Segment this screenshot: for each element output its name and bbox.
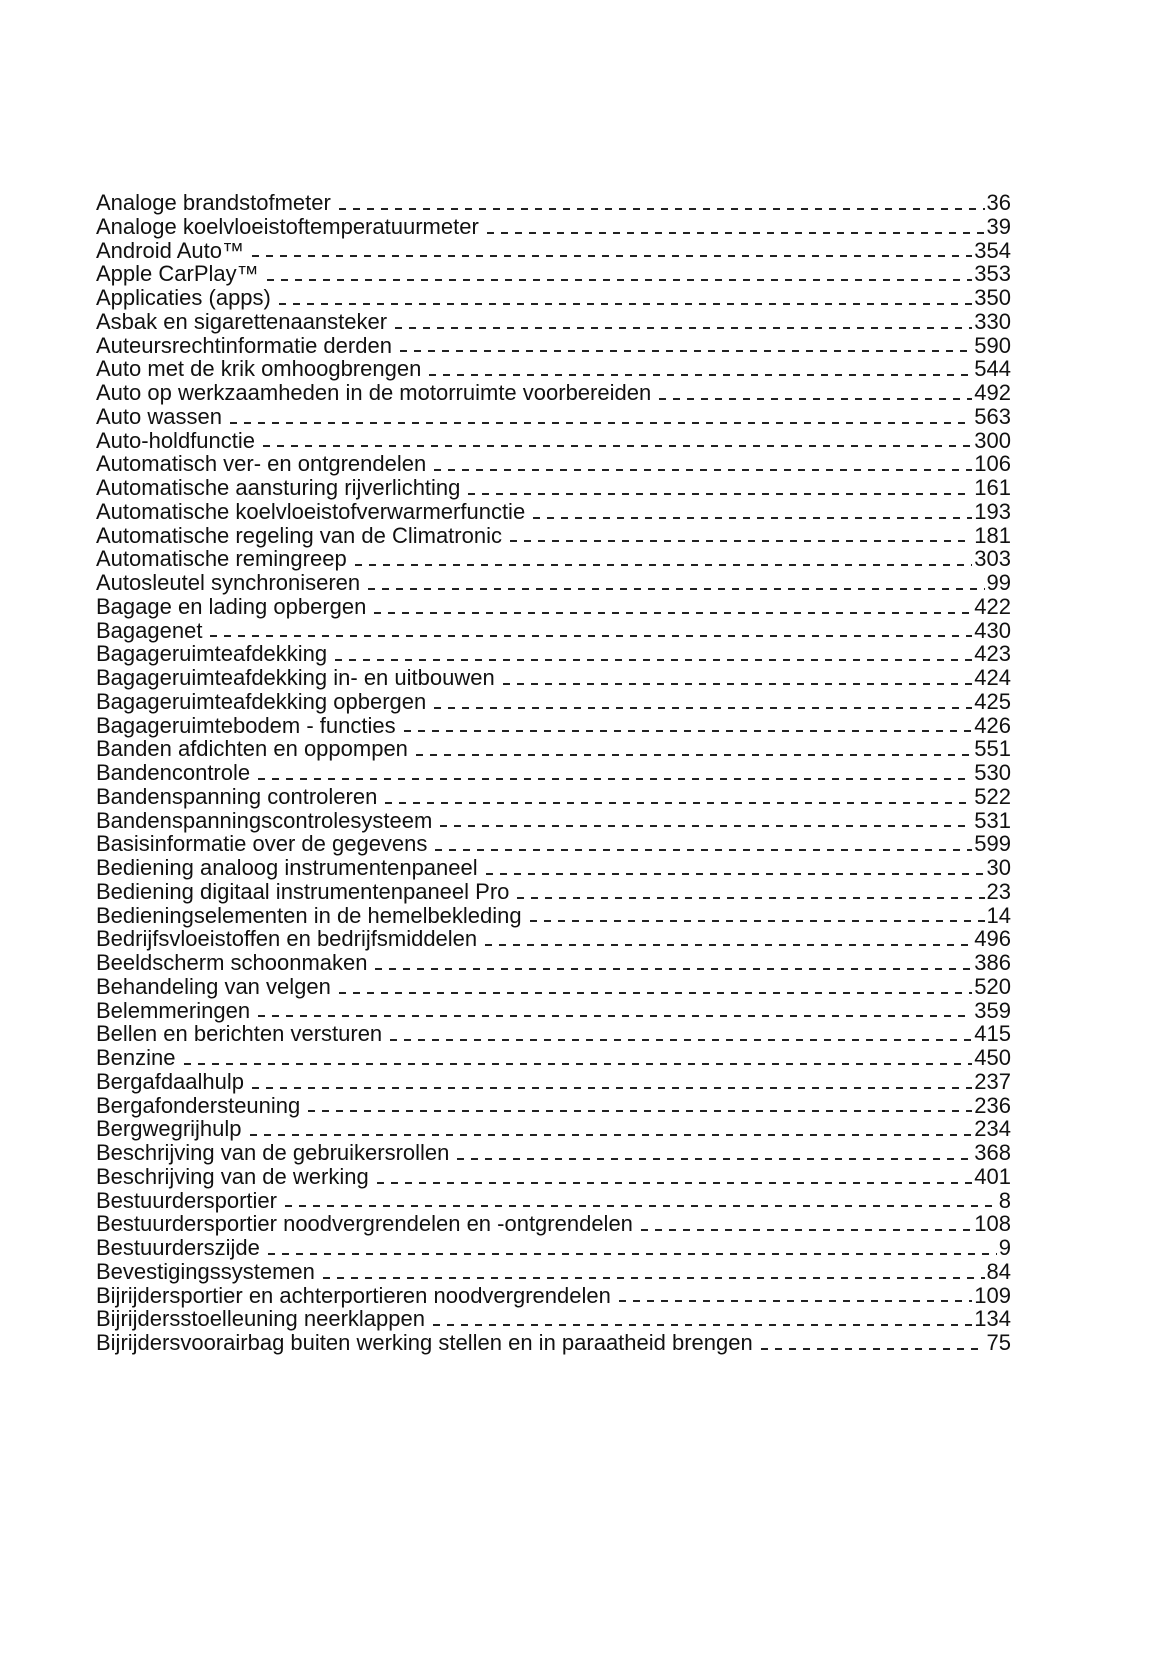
dot-leader bbox=[659, 398, 972, 400]
entry-title: Bevestigingssystemen bbox=[96, 1258, 315, 1284]
dot-leader bbox=[385, 802, 972, 804]
index-entry bbox=[96, 571, 1011, 595]
index-entry bbox=[96, 975, 1011, 999]
dot-leader bbox=[435, 849, 972, 851]
entry-title: Bandencontrole bbox=[96, 760, 251, 785]
entry-title: Autosleutel synchroniseren bbox=[96, 570, 361, 595]
dot-leader bbox=[263, 445, 972, 447]
entry-page: 496 bbox=[974, 926, 1011, 952]
dot-leader bbox=[434, 469, 972, 471]
entry-page: 599 bbox=[974, 831, 1011, 857]
dot-leader bbox=[485, 944, 972, 946]
dot-leader bbox=[368, 588, 984, 590]
dot-leader bbox=[440, 825, 972, 827]
dot-leader bbox=[433, 1324, 972, 1326]
entry-page: 237 bbox=[974, 1068, 1011, 1094]
entry-title: Bijrijdersstoelleuning neerklappen bbox=[96, 1306, 425, 1332]
index-entry bbox=[96, 1094, 1011, 1118]
dot-leader bbox=[375, 968, 972, 970]
entry-title: Banden afdichten en oppompen bbox=[96, 736, 408, 762]
dot-leader bbox=[339, 208, 985, 210]
entry-title: Bediening analoog instrumentenpaneel bbox=[96, 855, 478, 880]
entry-title: Auto met de krik omhoogbrengen bbox=[96, 356, 422, 382]
entry-page: 522 bbox=[974, 783, 1011, 809]
dot-leader bbox=[210, 635, 972, 637]
index-entry bbox=[96, 1212, 1011, 1236]
entry-title: Bergwegrijhulp bbox=[96, 1116, 242, 1142]
entry-title: Bellen en berichten versturen bbox=[96, 1021, 383, 1047]
entry-page: 544 bbox=[974, 356, 1011, 382]
entry-page: 181 bbox=[974, 522, 1011, 548]
dot-leader bbox=[184, 1063, 973, 1065]
index-entry bbox=[96, 452, 1011, 476]
dot-leader bbox=[250, 1134, 973, 1136]
index-entry bbox=[96, 191, 1011, 215]
entry-title: Analoge brandstofmeter bbox=[96, 190, 331, 215]
entry-page: 8 bbox=[998, 1187, 1011, 1213]
entry-title: Bijrijdersvoorairbag buiten werking stellen en in paraatheid brengen bbox=[96, 1330, 753, 1355]
index-entry bbox=[96, 1141, 1011, 1165]
entry-title: Bagageruimteafdekking bbox=[96, 641, 328, 667]
entry-page: 9 bbox=[998, 1235, 1011, 1260]
index-entry bbox=[96, 714, 1011, 738]
entry-title: Bestuurderszijde bbox=[96, 1235, 260, 1260]
entry-title: Analoge koelvloeistoftemperatuurmeter bbox=[96, 213, 479, 239]
index-entry bbox=[96, 642, 1011, 666]
entry-page: 236 bbox=[974, 1092, 1011, 1118]
entry-page: 422 bbox=[974, 593, 1011, 619]
dot-leader bbox=[404, 730, 973, 732]
index-entry bbox=[96, 832, 1011, 856]
index-entry bbox=[96, 999, 1011, 1023]
dot-leader bbox=[429, 374, 972, 376]
entry-title: Auto-holdfunctie bbox=[96, 427, 255, 453]
dot-leader bbox=[530, 920, 985, 922]
dot-leader bbox=[267, 279, 973, 281]
index-entry bbox=[96, 1189, 1011, 1213]
entry-page: 531 bbox=[974, 807, 1011, 833]
index-entry bbox=[96, 809, 1011, 833]
entry-title: Beeldscherm schoonmaken bbox=[96, 950, 368, 975]
index-entry bbox=[96, 690, 1011, 714]
entry-title: Auto op werkzaamheden in de motorruimte voorbereiden bbox=[96, 380, 652, 405]
entry-page: 530 bbox=[974, 760, 1011, 785]
entry-page: 401 bbox=[974, 1163, 1011, 1189]
index-entry bbox=[96, 381, 1011, 405]
dot-leader bbox=[258, 1015, 972, 1017]
entry-page: 492 bbox=[974, 380, 1011, 405]
entry-title: Bestuurdersportier bbox=[96, 1187, 277, 1213]
dot-leader bbox=[517, 897, 984, 899]
index-entry bbox=[96, 595, 1011, 619]
index-list bbox=[96, 191, 1011, 1355]
entry-title: Apple CarPlay™ bbox=[96, 261, 259, 287]
dot-leader bbox=[258, 778, 972, 780]
entry-page: 30 bbox=[986, 855, 1011, 880]
index-entry bbox=[96, 880, 1011, 904]
entry-page: 109 bbox=[974, 1282, 1011, 1308]
entry-page: 303 bbox=[974, 546, 1011, 572]
index-entry bbox=[96, 547, 1011, 571]
dot-leader bbox=[400, 350, 972, 352]
dot-leader bbox=[252, 1087, 972, 1089]
entry-title: Bagagenet bbox=[96, 617, 203, 643]
entry-page: 106 bbox=[974, 451, 1011, 477]
entry-page: 551 bbox=[974, 736, 1011, 762]
entry-page: 108 bbox=[974, 1211, 1011, 1237]
entry-page: 425 bbox=[974, 688, 1011, 714]
entry-title: Asbak en sigarettenaansteker bbox=[96, 308, 388, 334]
entry-page: 426 bbox=[974, 712, 1011, 738]
index-entry bbox=[96, 286, 1011, 310]
entry-page: 234 bbox=[974, 1116, 1011, 1142]
entry-page: 423 bbox=[974, 641, 1011, 667]
entry-title: Automatische koelvloeistofverwarmerfunctie bbox=[96, 498, 526, 524]
entry-page: 368 bbox=[974, 1140, 1011, 1165]
index-entry bbox=[96, 1117, 1011, 1141]
entry-title: Bergafdaalhulp bbox=[96, 1068, 245, 1094]
index-entry bbox=[96, 856, 1011, 880]
index-entry bbox=[96, 405, 1011, 429]
entry-page: 330 bbox=[974, 308, 1011, 334]
entry-title: Bedrijfsvloeistoffen en bedrijfsmiddelen bbox=[96, 926, 478, 952]
entry-page: 353 bbox=[974, 261, 1011, 287]
entry-title: Belemmeringen bbox=[96, 997, 251, 1023]
entry-page: 161 bbox=[974, 475, 1011, 500]
dot-leader bbox=[252, 255, 972, 257]
entry-page: 193 bbox=[974, 498, 1011, 524]
entry-title: Bandenspanningscontrolesysteem bbox=[96, 807, 433, 833]
index-entry bbox=[96, 476, 1011, 500]
index-entry bbox=[96, 1331, 1011, 1355]
index-entry bbox=[96, 310, 1011, 334]
entry-page: 36 bbox=[986, 190, 1011, 215]
entry-page: 386 bbox=[974, 950, 1011, 975]
entry-title: Automatische remingreep bbox=[96, 546, 347, 572]
index-entry bbox=[96, 1307, 1011, 1331]
entry-page: 39 bbox=[986, 213, 1011, 239]
index-entry bbox=[96, 429, 1011, 453]
dot-leader bbox=[416, 754, 972, 756]
dot-leader bbox=[339, 992, 972, 994]
index-entry bbox=[96, 761, 1011, 785]
dot-leader bbox=[395, 327, 972, 329]
entry-title: Bagageruimteafdekking in- en uitbouwen bbox=[96, 665, 495, 690]
dot-leader bbox=[761, 1348, 985, 1350]
index-entry bbox=[96, 904, 1011, 928]
dot-leader bbox=[285, 1205, 997, 1207]
entry-title: Behandeling van velgen bbox=[96, 973, 331, 999]
index-entry bbox=[96, 357, 1011, 381]
index-entry bbox=[96, 1284, 1011, 1308]
index-entry bbox=[96, 334, 1011, 358]
index-entry bbox=[96, 1070, 1011, 1094]
entry-page: 563 bbox=[974, 403, 1011, 429]
dot-leader bbox=[374, 612, 972, 614]
dot-leader bbox=[335, 659, 972, 661]
dot-leader bbox=[641, 1229, 972, 1231]
entry-title: Beschrijving van de gebruikersrollen bbox=[96, 1140, 450, 1165]
entry-page: 590 bbox=[974, 332, 1011, 358]
dot-leader bbox=[503, 683, 973, 685]
entry-title: Beschrijving van de werking bbox=[96, 1163, 369, 1189]
entry-page: 134 bbox=[974, 1306, 1011, 1332]
dot-leader bbox=[486, 873, 985, 875]
entry-page: 450 bbox=[974, 1045, 1011, 1070]
dot-leader bbox=[533, 517, 972, 519]
entry-title: Automatische regeling van de Climatronic bbox=[96, 522, 502, 548]
entry-page: 359 bbox=[974, 997, 1011, 1023]
index-entry bbox=[96, 1022, 1011, 1046]
index-entry bbox=[96, 215, 1011, 239]
dot-leader bbox=[510, 540, 972, 542]
dot-leader bbox=[323, 1277, 985, 1279]
entry-title: Automatisch ver- en ontgrendelen bbox=[96, 451, 427, 477]
entry-title: Bagageruimteafdekking opbergen bbox=[96, 688, 427, 714]
index-entry bbox=[96, 927, 1011, 951]
dot-leader bbox=[487, 232, 985, 234]
dot-leader bbox=[619, 1300, 972, 1302]
index-entry bbox=[96, 951, 1011, 975]
entry-page: 350 bbox=[974, 285, 1011, 310]
entry-page: 424 bbox=[974, 665, 1011, 690]
entry-page: 99 bbox=[986, 570, 1011, 595]
entry-title: Automatische aansturing rijverlichting bbox=[96, 475, 461, 500]
dot-leader bbox=[268, 1253, 997, 1255]
index-entry bbox=[96, 666, 1011, 690]
entry-title: Bestuurdersportier noodvergrendelen en -ontgrendelen bbox=[96, 1211, 633, 1237]
index-entry bbox=[96, 785, 1011, 809]
entry-title: Applicaties (apps) bbox=[96, 285, 271, 310]
entry-title: Bandenspanning controleren bbox=[96, 783, 378, 809]
entry-title: Bergafondersteuning bbox=[96, 1092, 301, 1118]
dot-leader bbox=[390, 1039, 972, 1041]
entry-page: 300 bbox=[974, 427, 1011, 453]
entry-title: Bagageruimtebodem - functies bbox=[96, 712, 396, 738]
entry-title: Bediening digitaal instrumentenpaneel Pro bbox=[96, 878, 510, 904]
entry-page: 75 bbox=[986, 1330, 1011, 1355]
entry-title: Auteursrechtinformatie derden bbox=[96, 332, 392, 358]
entry-title: Bagage en lading opbergen bbox=[96, 593, 367, 619]
dot-leader bbox=[279, 303, 972, 305]
entry-title: Android Auto™ bbox=[96, 237, 244, 263]
dot-leader bbox=[457, 1158, 972, 1160]
index-entry bbox=[96, 524, 1011, 548]
index-entry bbox=[96, 500, 1011, 524]
index-entry bbox=[96, 1046, 1011, 1070]
index-entry bbox=[96, 737, 1011, 761]
entry-page: 430 bbox=[974, 617, 1011, 643]
dot-leader bbox=[308, 1110, 972, 1112]
dot-leader bbox=[355, 564, 973, 566]
index-entry bbox=[96, 239, 1011, 263]
entry-title: Basisinformatie over de gegevens bbox=[96, 831, 428, 857]
index-entry bbox=[96, 262, 1011, 286]
entry-page: 354 bbox=[974, 237, 1011, 263]
entry-page: 84 bbox=[986, 1258, 1011, 1284]
index-entry bbox=[96, 1236, 1011, 1260]
index-entry bbox=[96, 1260, 1011, 1284]
dot-leader bbox=[377, 1182, 973, 1184]
entry-page: 23 bbox=[986, 878, 1011, 904]
dot-leader bbox=[230, 422, 972, 424]
entry-title: Bedieningselementen in de hemelbekleding bbox=[96, 902, 522, 928]
entry-title: Benzine bbox=[96, 1045, 176, 1070]
index-entry bbox=[96, 619, 1011, 643]
entry-title: Bijrijdersportier en achterportieren noodvergrendelen bbox=[96, 1282, 611, 1308]
dot-leader bbox=[434, 707, 972, 709]
entry-page: 14 bbox=[986, 902, 1011, 928]
entry-title: Auto wassen bbox=[96, 403, 222, 429]
index-entry bbox=[96, 1165, 1011, 1189]
entry-page: 415 bbox=[974, 1021, 1011, 1047]
dot-leader bbox=[468, 493, 972, 495]
entry-page: 520 bbox=[974, 973, 1011, 999]
